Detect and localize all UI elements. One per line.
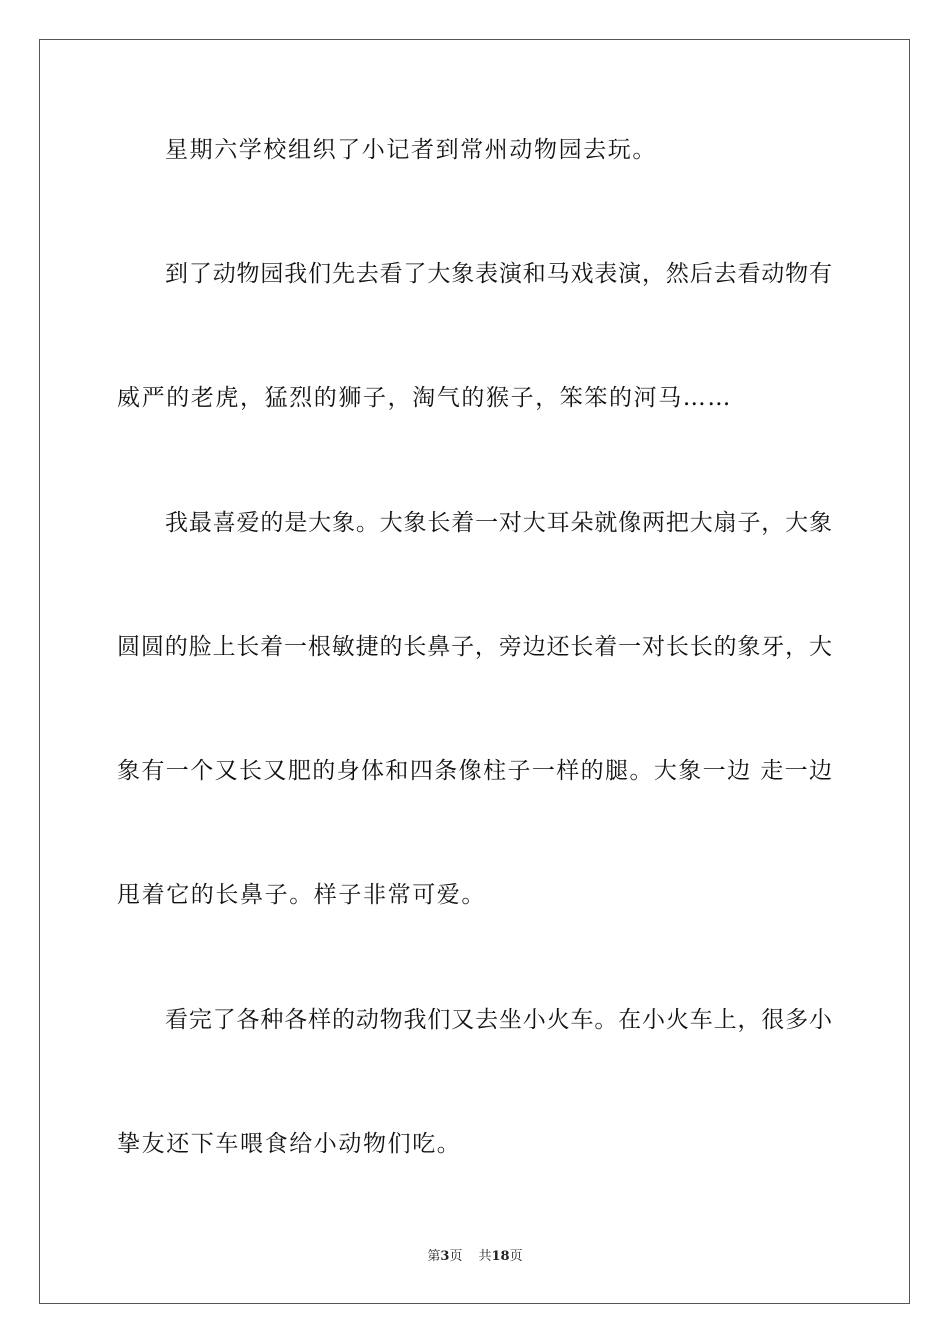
page-label-prefix: 第 [427,1249,441,1264]
paragraph-2-line-1: 到了动物园我们先去看了大象表演和马戏表演，然后去看动物有 [165,261,832,287]
paragraph-4-line-1: 看完了各种各样的动物我们又去坐小火车。在小火车上，很多小 [165,1007,832,1033]
paragraph-3-line-1: 我最喜爱的是大象。大象长着一对大耳朵就像两把大扇子，大象 [165,510,832,536]
page-number: 3 [440,1249,450,1264]
paragraph-3-line-2: 圆圆的脸上长着一根敏捷的长鼻子，旁边还长着一对长长的象牙，大 [117,634,832,660]
paragraph-1-line-1: 星期六学校组织了小记者到常州动物园去玩。 [165,137,657,163]
page-frame [39,39,910,1304]
page-footer [0,1248,950,1266]
total-pages: 18 [491,1249,510,1264]
paragraph-3-line-3: 象有一个又长又肥的身体和四条像柱子一样的腿。大象一边 走一边 [117,758,832,784]
total-label-prefix: 共 [478,1249,492,1264]
paragraph-3-line-4: 甩着它的长鼻子。样子非常可爱。 [117,882,486,908]
page-label-suffix: 页 [449,1249,463,1264]
total-label-suffix: 页 [509,1249,523,1264]
paragraph-4-line-2: 挚友还下车喂食给小动物们吃。 [117,1131,462,1157]
paragraph-2-line-2: 威严的老虎，猛烈的狮子，淘气的猴子，笨笨的河马…… [117,385,732,411]
